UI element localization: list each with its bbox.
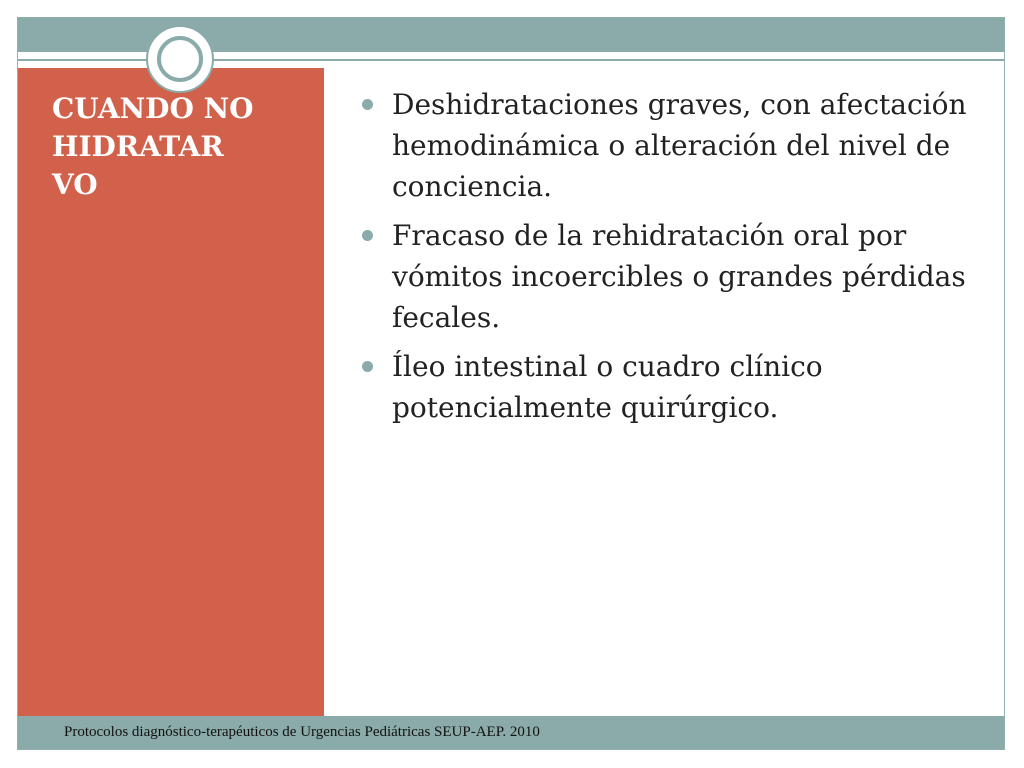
footer-citation: Protocolos diagnóstico-terapéuticos de Urgencias Pediátricas SEUP-AEP. 2010	[64, 724, 540, 740]
bullet-item	[360, 346, 990, 428]
bullet-text: Fracaso de la rehidratación oral por vómitos incoercibles o grandes pérdidas fecales.	[392, 219, 966, 334]
bullet-item	[360, 84, 990, 207]
bullet-list	[360, 84, 990, 436]
bullet-dot-icon	[362, 230, 373, 241]
bullet-dot-icon	[362, 361, 373, 372]
bullet-dot-icon	[362, 99, 373, 110]
title-line: HIDRATAR	[52, 130, 224, 163]
bullet-text: Deshidrataciones graves, con afectación hemodinámica o alteración del nivel de conciencia.	[392, 88, 967, 203]
slide-title	[52, 90, 312, 204]
bullet-item	[360, 215, 990, 338]
bullet-text: Íleo intestinal o cuadro clínico potencialmente quirúrgico.	[392, 350, 823, 424]
ring-decoration-icon	[146, 25, 214, 93]
title-line: CUANDO NO	[52, 92, 254, 125]
inner-ring	[157, 36, 203, 82]
title-line: VO	[52, 168, 98, 201]
